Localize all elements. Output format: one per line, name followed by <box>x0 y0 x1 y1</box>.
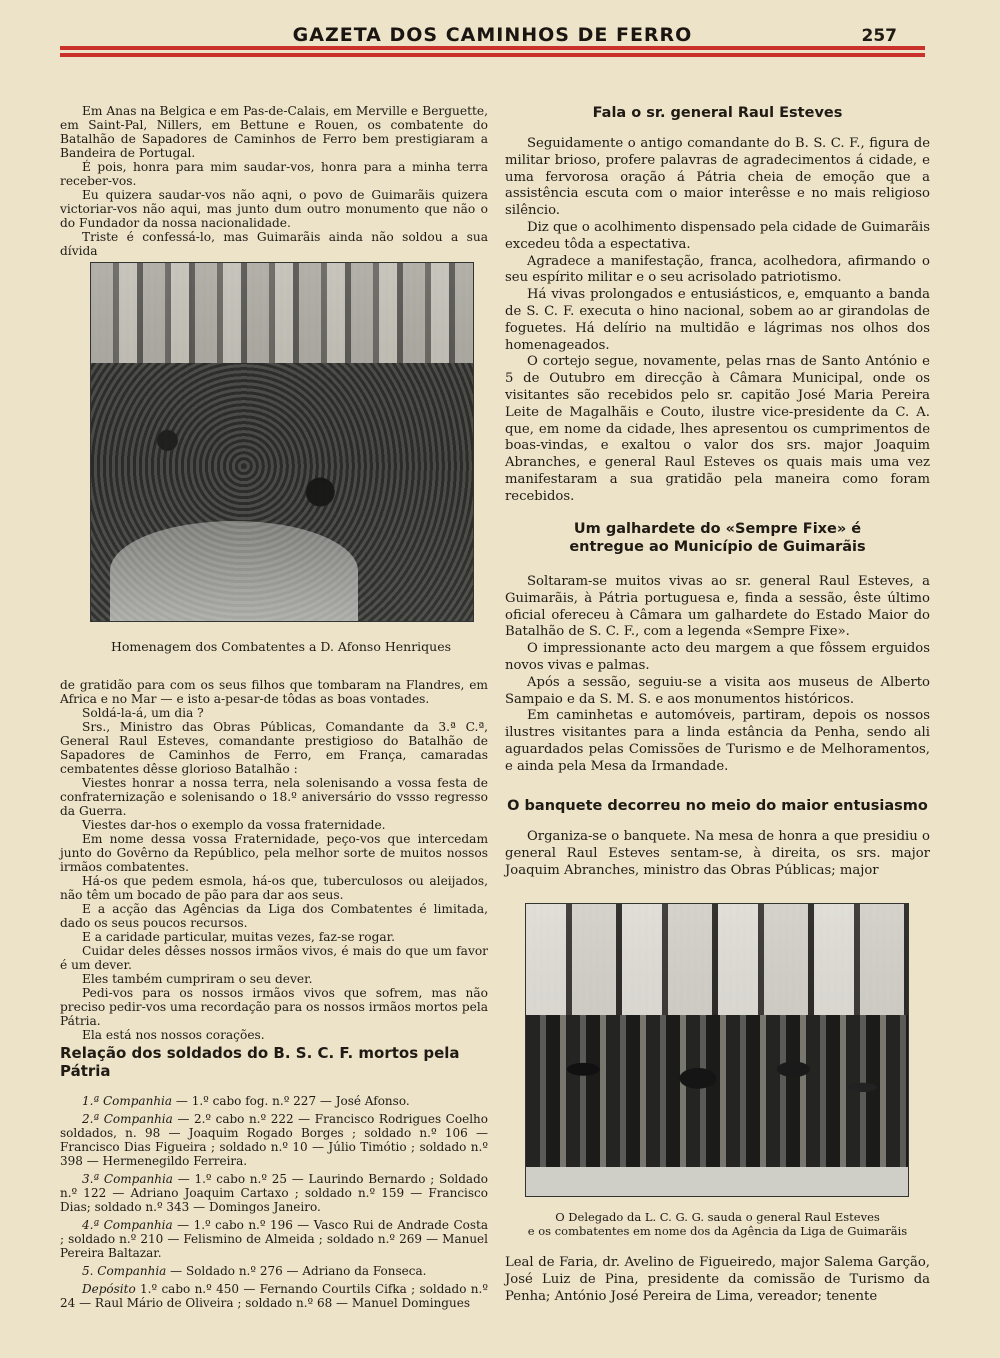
fallen-soldiers-section <box>60 1044 488 1314</box>
paragraph: Soltaram-se muitos vivas ao sr. general Raul Esteves, a Guimarãis, à Pátria portuguesa e, finda a sessão, êste último oficial ofereceu à Câmara um galhardete do Estado Maior do Batalhão de S. C. F., com a legenda «Sempre Fixe». <box>505 574 930 640</box>
publication-title: GAZETA DOS CAMINHOS DE FERRO <box>292 24 693 46</box>
list-item <box>60 1112 488 1168</box>
company-label: Depósito <box>82 1282 136 1296</box>
right-section-general-speech <box>505 104 930 506</box>
paragraph: Após a sessão, seguiu-se a visita aos museus de Alberto Sampaio e da S. M. S. e aos monumentos históricos. <box>505 674 930 707</box>
paragraph: Viestes honrar a nossa terra, nela solenisando a vossa festa de confraternização e solenisando o 18.º aniversário do vssso regresso da Guerra. <box>60 776 488 818</box>
company-label: 1.ª Companhia <box>82 1094 173 1108</box>
page-number: 257 <box>861 26 897 46</box>
section-heading: Fala o sr. general Raul Esteves <box>592 105 843 121</box>
paragraph: É pois, honra para mim saudar-vos, honra para a minha terra receber-vos. <box>60 160 488 188</box>
right-section-banquet <box>505 797 930 879</box>
paragraph: Eles também cumpriram o seu dever. <box>82 972 313 986</box>
paragraph: Triste é confessá-lo, mas Guimarãis ainda não soldou a sua dívida <box>60 230 488 258</box>
company-label: 3.ª Companhia <box>82 1172 173 1186</box>
section-heading-line2: entregue ao Município de Guimarãis <box>569 539 866 555</box>
list-item <box>60 1264 488 1278</box>
paragraph: O cortejo segue, novamente, pelas rnas de Santo António e 5 de Outubro em direcção à Câmara Municipal, onde os visitantes são recebidos pelo sr. capitão José Maria Pereira Leite de Magalhãis e Couto, ilustre vice-presidente da C. A. que, em nome da cidade, lhes apresentou os cumprimentos de boas-vindas, e exaltou o valor dos srs. major Joaquim Abranches, e general Raul Esteves os quais mais uma vez manifestaram a sua gratidão pela maneira como foram recebidos. <box>505 354 930 504</box>
list-item <box>60 1094 488 1108</box>
caption-line: O Delegado da L. C. G. G. sauda o general Raul Esteves <box>555 1210 880 1224</box>
paragraph: O impressionante acto deu margem a que fôssem erguidos novos vivas e palmas. <box>505 641 930 673</box>
paragraph: Pedi-vos para os nossos irmãos vivos que sofrem, mas não preciso pedir-vos uma recordação para os nossos irmãos mortos pela Pátria. <box>60 986 488 1028</box>
entry-text: — 1.º cabo fog. n.º 227 — José Afonso. <box>175 1094 410 1108</box>
list-item <box>60 1282 488 1310</box>
entry-text: 1.º cabo n.º 450 — Fernando Courtils Cifka ; soldado n.º 24 — Raul Mário de Oliveira ; soldado n.º 68 — Manuel Domingues <box>60 1282 488 1310</box>
paragraph: Diz que o acolhimento dispensado pela cidade de Guimarãis excedeu tôda a espectativa. <box>505 219 930 252</box>
photo2-caption <box>505 1210 930 1238</box>
paragraph: Soldá-la-á, um dia ? <box>82 706 204 720</box>
left-column-intro <box>60 104 488 258</box>
paragraph: Há vivas prolongados e entusiásticos, e, emquanto a banda de S. C. F. executa o hino nacional, sobem ao ar girandolas de foguetes. Há delírio na multidão e lágrimas nos olhos dos homenageados. <box>505 287 930 353</box>
section-heading: Relação dos soldados do B. S. C. F. mortos pela Pátria <box>60 1044 460 1080</box>
crowd-square-photo <box>90 262 474 622</box>
paragraph: Srs., Ministro das Obras Públicas, Comandante da 3.ª C.ª, General Raul Esteves, comandante prestigioso do Batalhão de Sapadores de Caminhos de Ferro, em França, camaradas cembatentes dêsse glorioso Batalhão : <box>60 720 488 776</box>
paragraph: E a acção das Agências da Liga dos Combatentes é limitada, dado os seus poucos recursos. <box>60 902 488 930</box>
right-column-continuation <box>505 1255 930 1305</box>
paragraph: Em Anas na Belgica e em Pas-de-Calais, em Merville e Berguette, em Saint-Pal, Nillers, em Bettune e Rouen, os combatente do Batalhão de Sapadores de Caminhos de Ferro bem prestigiaram a Bandeira de Portugal. <box>60 104 488 160</box>
entry-text: — 1.º cabo n.º 25 — Laurindo Bernardo ; Soldado n.º 122 — Adriano Joaquim Cartaxo ; soldado n.º 159 — Francisco Dias; soldado n.º 343 — Domingos Janeiro. <box>60 1172 488 1214</box>
paragraph: Viestes dar-hos o exemplo da vossa fraternidade. <box>82 818 386 832</box>
company-label: 5. Companhia <box>82 1264 167 1278</box>
paragraph: Seguidamente o antigo comandante do B. S. C. F., figura de militar brioso, profere palavras de agradecimentos á cidade, e uma fervorosa oração á Pátria cheia de emoção que a assistência escuta com o maior interêsse e no mais religioso silêncio. <box>505 136 930 219</box>
list-item <box>60 1218 488 1260</box>
paragraph: Há-os que pedem esmola, há-os que, tuberculosos ou aleijados, não têm um bocado de pão para dar aos seus. <box>60 874 488 902</box>
paragraph: Em caminhetas e automóveis, partiram, depois os nossos ilustres visitantes para a linda estância da Penha, sendo ali aguardados pelas Comissões de Turismo e de Melhoramentos, e ainda pela Mesa da Irmandade. <box>505 708 930 774</box>
photo-ground <box>526 1167 908 1196</box>
list-item <box>60 1172 488 1214</box>
company-label: 4.ª Companhia <box>82 1218 173 1232</box>
caption-line: e os combatentes em nome dos da Agência da Liga de Guimarãis <box>527 1224 908 1238</box>
section-heading-line1: Um galhardete do «Sempre Fixe» é <box>573 521 862 537</box>
paragraph: Eu quizera saudar-vos não aqni, o povo de Guimarãis quizera victoriar-vos não aqui, mas junto dum outro monumento que não o do Fundador da nossa nacionalidade. <box>60 188 488 230</box>
company-label: 2.ª Companhia <box>82 1112 173 1126</box>
paragraph: Leal de Faria, dr. Avelino de Figueiredo, major Salema Garção, José Luiz de Pina, presidente da comissão de Turismo da Penha; António José Pereira de Lima, vereador; tenente <box>505 1255 930 1304</box>
section-heading: O banquete decorreu no meio do maior entusiasmo <box>507 798 928 814</box>
entry-text: — 2.º cabo n.º 222 — Francisco Rodrigues Coelho soldados, n. 98 — Joaquim Rogado Borges ; soldado n.º 106 — Francisco Dias Figueira ; soldado n.º 10 — Júlio Timótio ; soldado n.º 398 — Hermenegildo Ferreira. <box>60 1112 488 1168</box>
entry-text: — 1.º cabo n.º 196 — Vasco Rui de Andrade Costa ; soldado n.º 210 — Felismino de Almeida ; soldado n.º 269 — Manuel Pereira Baltazar. <box>60 1218 488 1260</box>
entry-text: — Soldado n.º 276 — Adriano da Fonseca. <box>170 1264 427 1278</box>
header-rule-top <box>60 46 925 50</box>
header-rule-bottom <box>60 53 925 57</box>
delegate-greeting-photo <box>525 903 909 1197</box>
paragraph: de gratidão para com os seus filhos que tombaram na Flandres, em Africa e no Mar — e isto a-pesar-de tôdas as boas vontades. <box>60 678 488 706</box>
left-column-speech <box>60 678 488 1042</box>
photo1-caption: Homenagem dos Combatentes a D. Afonso Henriques <box>110 639 452 654</box>
right-section-pennant <box>505 520 930 776</box>
page-header <box>60 18 925 62</box>
photo-square-ground <box>110 521 358 621</box>
paragraph: Em nome dessa vossa Fraternidade, peço-vos que intercedam junto do Govêrno da Repúblico, pela melhor sorte de muitos nossos irmãos combatentes. <box>60 832 488 874</box>
paragraph: E a caridade particular, muitas vezes, faz-se rogar. <box>82 930 396 944</box>
paragraph: Ela está nos nossos corações. <box>82 1028 265 1042</box>
paragraph: Agradece a manifestação, franca, acolhedora, afirmando o seu espírito militar e o seu acrisolado patriotismo. <box>505 253 930 286</box>
photo-buildings <box>91 263 473 363</box>
paragraph: Cuidar deles dêsses nossos irmãos vivos, é mais do que um favor é um dever. <box>60 944 488 972</box>
paragraph: Organiza-se o banquete. Na mesa de honra a que presidiu o general Raul Esteves sentam-se, à direita, os srs. major Joaquim Abranches, ministro das Obras Públicas; major <box>505 829 930 878</box>
